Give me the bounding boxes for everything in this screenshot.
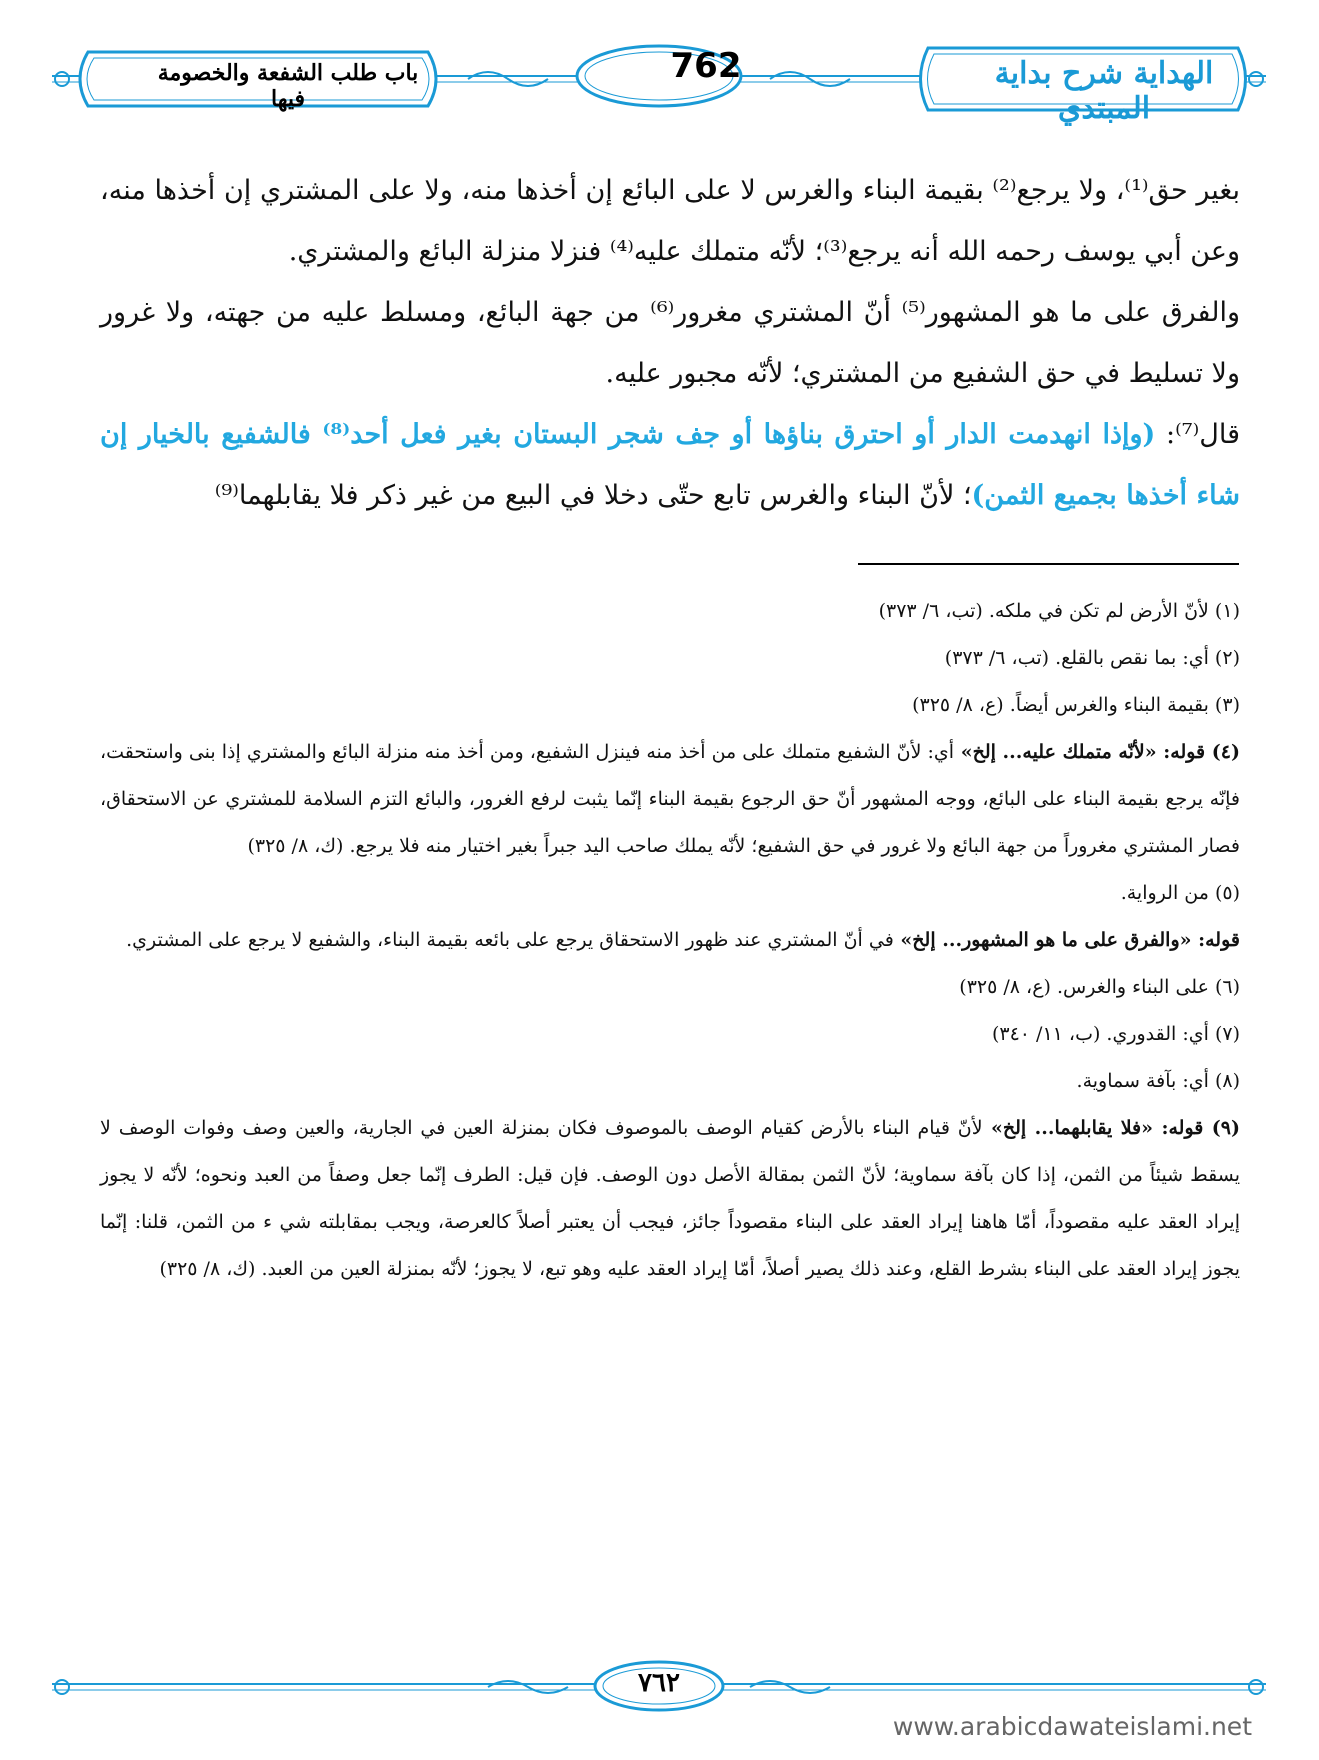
footnote-separator xyxy=(858,563,1239,565)
footnote xyxy=(100,917,1240,964)
footnote-text: في أنّ المشتري عند ظهور الاستحقاق يرجع على بائعه بقيمة البناء، والشفيع لا يرجع على المشتري. xyxy=(126,929,894,951)
footnote xyxy=(100,1105,1240,1293)
footnote: (٣) بقيمة البناء والغرس أيضاً. (ع، ٨/ ٣٢٥) xyxy=(912,694,1240,716)
footnote-lead: (٩) قوله: «فلا يقابلهما... إلخ» xyxy=(982,1117,1240,1139)
footnote-lead: (٤) قوله: «لأنّه متملك عليه... إلخ» xyxy=(954,741,1240,763)
matn-highlight: (وإذا انهدمت الدار أو احترق بناؤها أو جف شجر البستان بغير فعل أحد⁽⁸⁾ فالشفيع بالخيار إن شاء أخذها بجميع الثمن) xyxy=(100,419,1240,511)
paragraph: بغير حق⁽¹⁾، ولا يرجع⁽²⁾ بقيمة البناء والغرس لا على البائع إن أخذها منه، ولا على المشتري إن أخذها منه، وعن أبي يوسف رحمه الله أنه يرجع⁽³⁾؛ لأنّه متملك عليه⁽⁴⁾ فنزلا منزلة البائع والمشتري. xyxy=(100,175,1240,267)
qala-commentary: ؛ لأنّ البناء والغرس تابع حتّى دخلا في البيع من غير ذكر فلا يقابلهما⁽⁹⁾ xyxy=(214,480,972,511)
footnote: (٧) أي: القدوري. (ب، ١١/ ٣٤٠) xyxy=(991,1023,1240,1045)
page-number: 762 xyxy=(670,46,742,86)
footnote: (٥) من الرواية. xyxy=(1120,882,1240,904)
book-title: الهداية شرح بداية المبتدي xyxy=(994,56,1214,126)
footnote: (٢) أي: بما نقص بالقلع. (تب، ٦/ ٣٧٣) xyxy=(944,647,1240,669)
watermark: www.arabicdawateislami.net xyxy=(892,1712,1252,1741)
footer-page-number: ٧٦٢ xyxy=(638,1668,680,1698)
footnote xyxy=(100,729,1240,870)
footnote: (٨) أي: بآفة سماوية. xyxy=(1076,1070,1240,1092)
footnote-lead: قوله: «والفرق على ما هو المشهور... إلخ» xyxy=(893,929,1240,951)
footnote: (١) لأنّ الأرض لم تكن في ملكه. (تب، ٦/ ٣٧٣) xyxy=(878,600,1240,622)
footnote-text: أي: لأنّ الشفيع متملك على من أخذ منه فينزل الشفيع، ومن أخذ منه منزلة البائع والمشتري إذا بنى واستحقت، فإنّه يرجع بقيمة البناء على البائع، ووجه المشهور أنّ حق الرجوع بقيمة البناء إنّما يثبت لرفع الغرور، والبائع التزم السلامة للمشتري عن الاستحقاق، فصار المشتري مغروراً من جهة البائع ولا غرور في حق الشفيع؛ لأنّه يملك صاحب اليد جبراً بغير اختيار منه فلا يرجع. (ك، ٨/ ٣٢٥) xyxy=(100,741,1240,857)
paragraph: والفرق على ما هو المشهور⁽⁵⁾ أنّ المشتري مغرور⁽⁶⁾ من جهة البائع، ومسلط عليه من جهته، ولا غرور ولا تسليط في حق الشفيع من المشتري؛ لأنّه مجبور عليه. xyxy=(100,297,1240,389)
qala-prefix: قال⁽⁷⁾: xyxy=(1155,419,1240,450)
chapter-title: باب طلب الشفعة والخصومة فيها xyxy=(157,60,419,112)
page-header xyxy=(48,38,1270,126)
footnotes xyxy=(100,588,1240,1293)
main-text xyxy=(100,160,1240,526)
qala-paragraph xyxy=(100,404,1240,526)
page-footer xyxy=(48,1656,1270,1716)
footnote-text: لأنّ قيام البناء بالأرض كقيام الوصف بالموصوف فكان بمنزلة العين في الجارية، والعين وصف وفوات الوصف لا يسقط شيئاً من الثمن، إذا كان بآفة سماوية؛ لأنّ الثمن بمقالة الأصل دون الوصف. فإن قيل: الطرف إنّما جعل وصفاً من العبد ونحوه؛ لأنّه لا يجوز إيراد العقد عليه مقصوداً، أمّا هاهنا إيراد العقد على البناء مقصوداً جائز، فيجب أن يعتبر أصلاً كالعرصة، ويجب بمقابلته شي ء من الثمن، قلنا: إنّما يجوز إيراد العقد على البناء بشرط القلع، وعند ذلك يصير أصلاً، أمّا إيراد العقد عليه وهو تبع، لا يجوز؛ لأنّه بمنزلة العين من العبد. (ك، ٨/ ٣٢٥) xyxy=(100,1117,1240,1280)
footnote: (٦) على البناء والغرس. (ع، ٨/ ٣٢٥) xyxy=(959,976,1240,998)
